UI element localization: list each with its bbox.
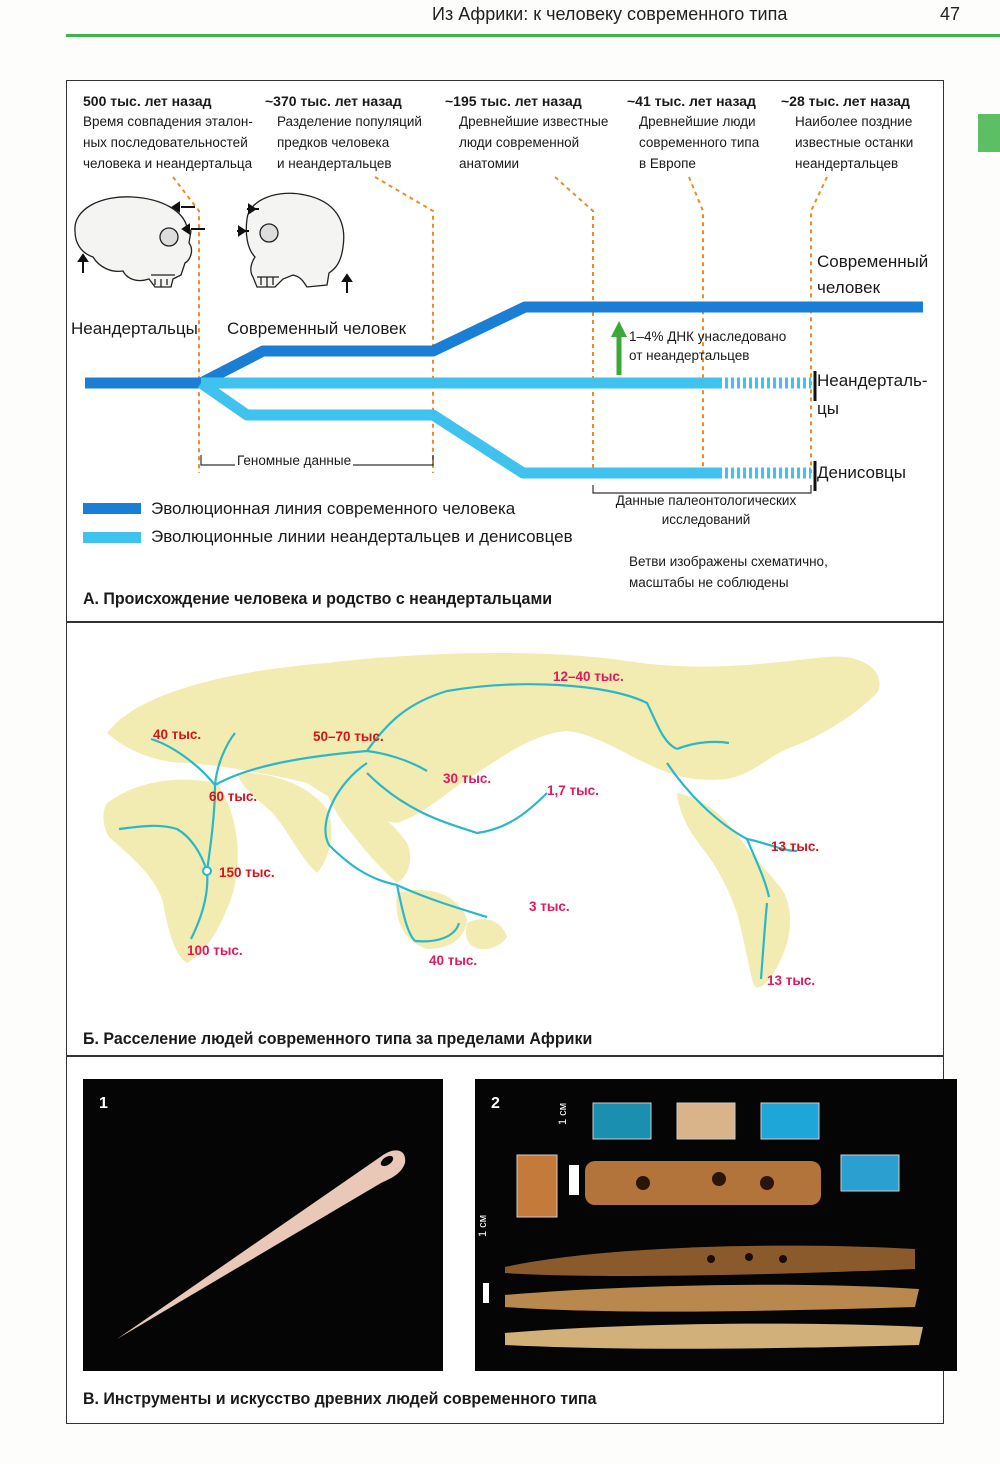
- flute-fragments: [475, 1079, 957, 1371]
- map-label-africa-origin: 150 тыс.: [219, 865, 275, 880]
- detail-inset-1: [593, 1103, 651, 1139]
- legend-label-modern: Эволюционная линия современного человека: [151, 499, 516, 518]
- photo-flute: [475, 1079, 957, 1371]
- page-number: 47: [940, 4, 961, 24]
- dna-arrow-icon: [611, 321, 627, 375]
- africa: [103, 780, 237, 963]
- marker-28k: [811, 177, 827, 473]
- detail-inset-2: [677, 1103, 735, 1139]
- neanderthal-skull-icon: [75, 197, 192, 287]
- skull-label-modern: Современный человек: [227, 319, 407, 338]
- page-header-title: Из Африки: к человеку современного типа: [432, 4, 788, 24]
- scale-bar-bottom: [483, 1283, 489, 1303]
- new-guinea: [466, 919, 507, 949]
- timeline-desc-2: Разделение популяций предков человека и неандертальцев: [277, 114, 422, 171]
- map-label-oceania: 3 тыс.: [529, 899, 570, 914]
- modern-skull-icon: [246, 193, 343, 287]
- flute-bone-2: [505, 1285, 919, 1312]
- paleo-data-label: Данные палеонтологических исследований: [615, 493, 797, 527]
- timeline-desc-1: Время совпадения эталон- ных последовательностей человека и неандертальца: [83, 114, 253, 171]
- map-label-beringia: 12–40 тыс.: [553, 669, 624, 684]
- line-label-modern: Современный человек: [817, 252, 929, 297]
- detail-inset-5: [841, 1155, 899, 1191]
- map-label-south-america-south: 13 тыс.: [767, 973, 816, 988]
- flute-bone-3: [505, 1324, 923, 1349]
- legend-label-other: Эволюционные линии неандертальцев и денисовцев: [151, 527, 573, 546]
- timeline-year-1: 500 тыс. лет назад: [83, 93, 212, 109]
- map-label-pacific: 1,7 тыс.: [547, 783, 599, 798]
- panel-a: [66, 80, 944, 622]
- scheme-note: Ветви изображены схематично, масштабы не соблюдены: [629, 554, 828, 590]
- panel-c-title: В. Инструменты и искусство древних людей современного типа: [83, 1389, 597, 1408]
- panel-c: [66, 1056, 944, 1424]
- legend-swatch-other: [83, 532, 141, 543]
- photo-needle: [83, 1079, 443, 1371]
- legend-swatch-modern: [83, 503, 141, 514]
- scale-bar-top: [569, 1165, 579, 1195]
- marker-41k: [689, 177, 703, 473]
- photo-2-number: 2: [491, 1095, 500, 1112]
- map-label-japan: 30 тыс.: [443, 771, 492, 786]
- map-label-south-africa: 100 тыс.: [187, 943, 243, 958]
- south-america: [677, 793, 790, 987]
- detail-inset-4: [517, 1155, 557, 1217]
- flute-closeup: [585, 1161, 821, 1205]
- scale-label-top: 1 см: [557, 1102, 569, 1125]
- dna-inheritance-note: 1–4% ДНК унаследовано от неандертальцев: [629, 329, 787, 363]
- photo-1-number: 1: [99, 1095, 108, 1112]
- panel-b: [66, 622, 944, 1056]
- timeline-year-3: ~195 тыс. лет назад: [445, 93, 582, 109]
- genomic-data-label: Геномные данные: [237, 453, 352, 468]
- skull-label-neanderthal: Неандертальцы: [71, 319, 198, 338]
- line-label-denisovan: Денисовцы: [817, 463, 906, 482]
- scale-label-bottom: 1 см: [477, 1214, 489, 1237]
- timeline-desc-5: Наиболее поздние известные останки неандертальцев: [795, 114, 914, 171]
- timeline-desc-3: Древнейшие известные люди современной анатомии: [459, 114, 609, 171]
- map-label-arabia: 60 тыс.: [209, 789, 258, 804]
- timeline-year-5: ~28 тыс. лет назад: [781, 93, 910, 109]
- panel-a-title: А. Происхождение человека и родство с неандертальцами: [83, 589, 553, 608]
- timeline-year-2: ~370 тыс. лет назад: [265, 93, 402, 109]
- line-label-neanderthal: Неандерталь- цы: [817, 371, 928, 418]
- modern-human-line: [85, 307, 923, 383]
- header-rule: [66, 34, 1000, 37]
- panel-b-title: Б. Расселение людей современного типа за пределами Африки: [83, 1029, 593, 1048]
- bone-needle-icon: [83, 1079, 443, 1371]
- map-label-central-asia: 50–70 тыс.: [313, 729, 384, 744]
- marker-195k: [555, 177, 593, 473]
- origin-point-icon: [203, 867, 211, 875]
- chapter-tab: [978, 114, 1000, 152]
- map-label-europe: 40 тыс.: [153, 727, 202, 742]
- detail-inset-3: [761, 1103, 819, 1139]
- map-label-australia: 40 тыс.: [429, 953, 478, 968]
- timeline-desc-4: Древнейшие люди современного типа в Европе: [639, 114, 760, 171]
- timeline-year-4: ~41 тыс. лет назад: [627, 93, 756, 109]
- map-label-south-america-north: 13 тыс.: [771, 839, 820, 854]
